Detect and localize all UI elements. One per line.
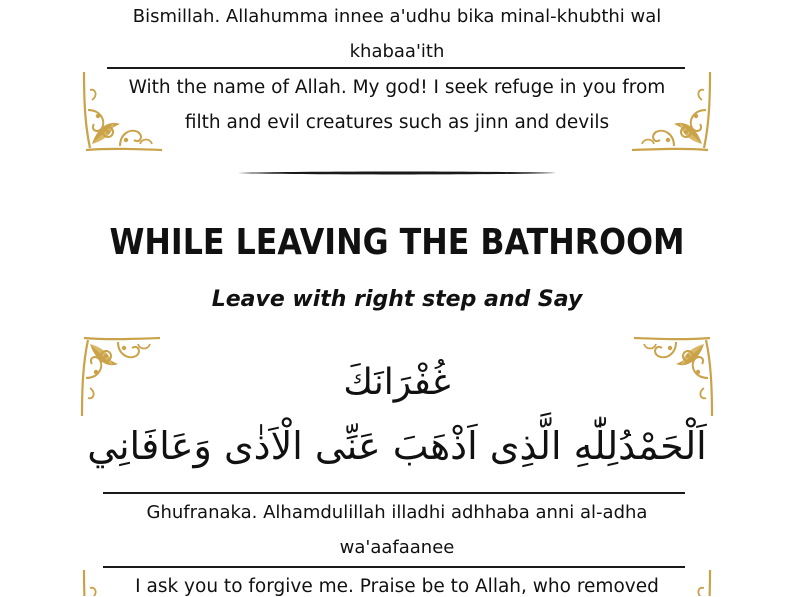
- transliteration-line-1: Bismillah. Allahumma innee a'udhu bika minal-khubthi wal: [132, 6, 662, 27]
- divider-rule: [103, 566, 685, 568]
- gold-corner-flourish-icon: [630, 70, 714, 154]
- gold-corner-flourish-icon: [80, 70, 164, 154]
- divider-rule: [103, 492, 685, 494]
- transliteration-line-2: wa'aafaanee: [339, 537, 455, 558]
- section-separator: [236, 168, 558, 178]
- transliteration-line-2: khabaa'ith: [349, 41, 445, 62]
- section-heading: WHILE LEAVING THE BATHROOM: [109, 222, 685, 263]
- meaning-line-1: With the name of Allah. My god! I seek refuge in you from: [128, 77, 666, 98]
- divider-rule: [107, 67, 685, 69]
- meaning-line-2: filth and evil creatures such as jinn and devils: [184, 112, 610, 133]
- gold-corner-flourish-icon: [80, 568, 110, 596]
- meaning-line-1: I ask you to forgive me. Praise be to Allah, who removed: [135, 576, 659, 597]
- transliteration-line-1: Ghufranaka. Alhamdulillah illadhi adhhaba anni al-adha: [146, 502, 648, 523]
- section-subtitle: Leave with right step and Say: [211, 287, 583, 312]
- arabic-dua-line-1: غُفْرَانَكَ: [343, 362, 451, 403]
- arabic-dua-line-2: اَلْحَمْدُلِلّٰهِ الَّذِى اَذْهَبَ عَنِّى الْاَذٰى وَعَافَانِي: [87, 424, 707, 468]
- gold-corner-flourish-icon: [684, 568, 714, 596]
